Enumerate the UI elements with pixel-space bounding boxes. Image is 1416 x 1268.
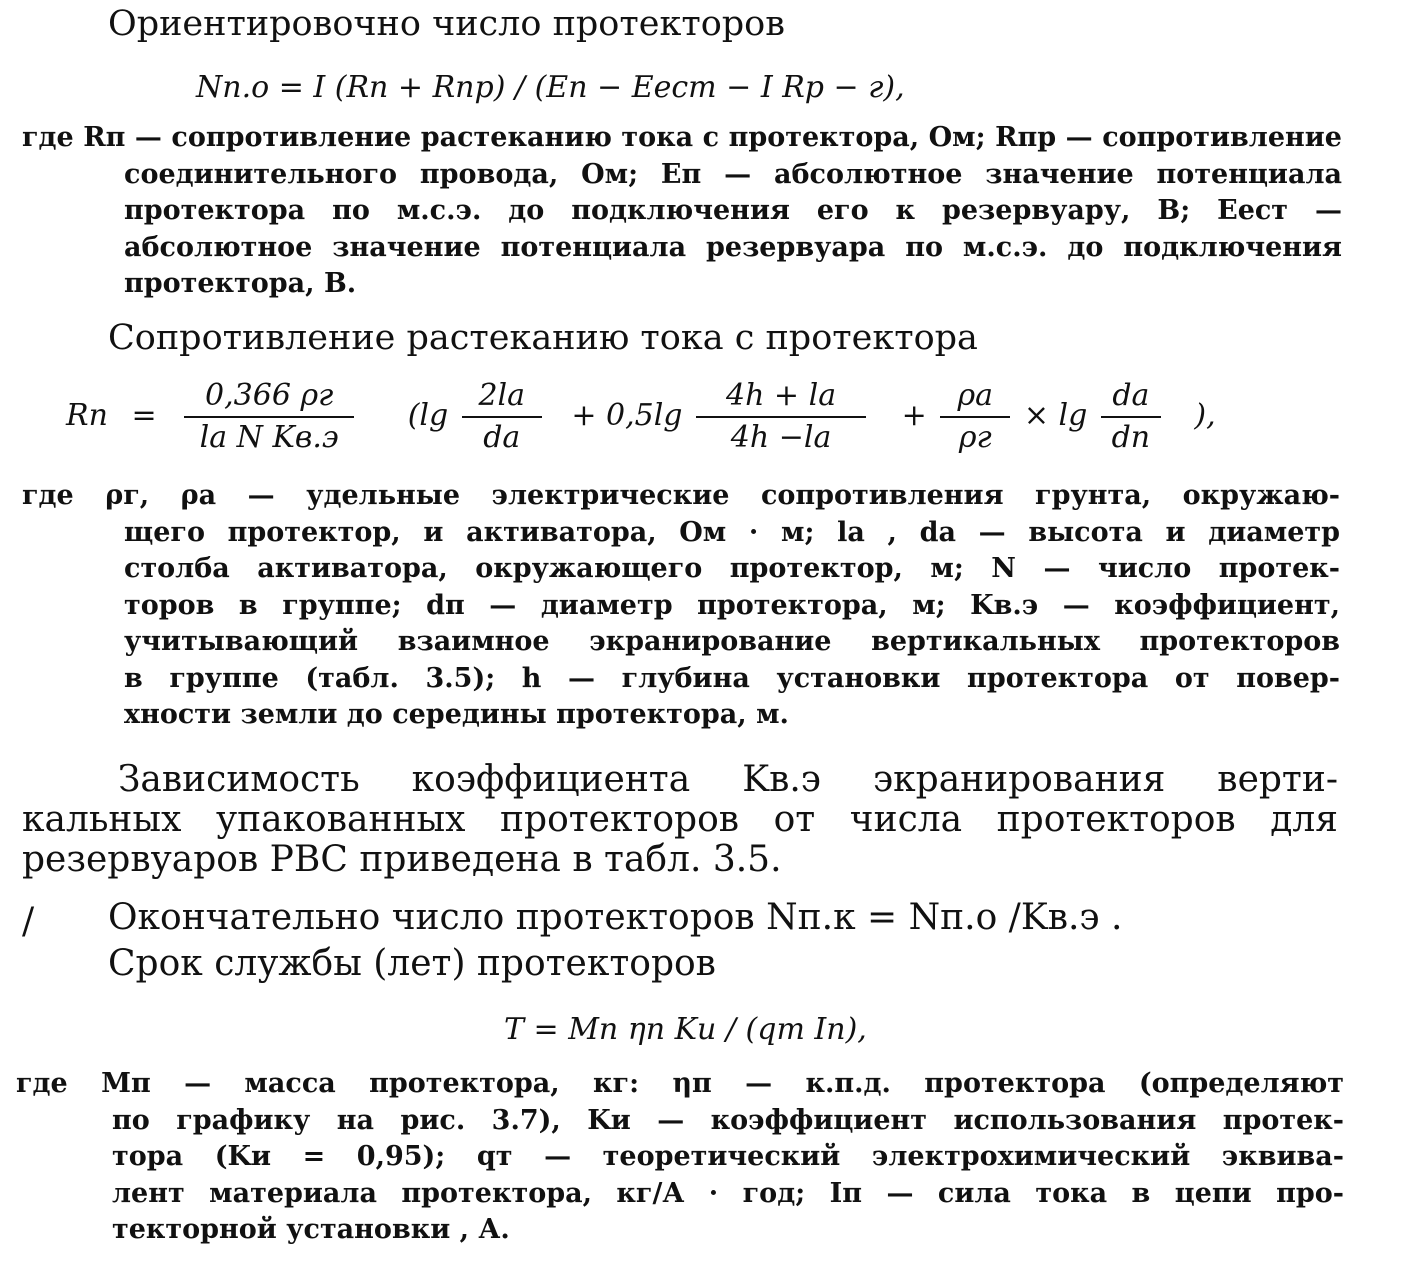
fraction-coefficient-denominator: lа N Kв.э	[199, 420, 339, 455]
fraction-2la-numerator: 2lа	[462, 376, 542, 418]
fraction-4h-la	[696, 376, 866, 458]
definitions-line: лент материала протектора, кг/А · год; Iп — сила тока в цепи про-	[112, 1177, 1344, 1209]
fraction-4h-plus-la: 4h + lа	[696, 376, 866, 418]
definitions-line: где ρг, ρа — удельные электрические сопротивления грунта, окружаю-	[22, 480, 1340, 511]
formula-plus: +	[901, 398, 927, 433]
fraction-rho-g: ρг	[958, 420, 992, 455]
definitions-line: тора (Kи = 0,95); qт — теоретический электрохимический эквива-	[112, 1141, 1344, 1172]
paragraph-line: Зависимость коэффициента Kв.э экранирования верти-	[118, 759, 1338, 800]
definitions-line: хности земли до середины протектора, м.	[124, 699, 789, 730]
formula-r-protector	[66, 376, 1316, 472]
formula-n-estimated: Nп.о = I (Rп + Rпр) / (Eп − Eест − I Rр − г),	[196, 70, 905, 105]
formula-lhs: Rп	[66, 398, 108, 433]
definitions-block-1	[22, 120, 1342, 303]
fraction-rho	[940, 376, 1010, 458]
fraction-da-denominator: dа	[483, 420, 521, 455]
formula-equals: =	[131, 398, 157, 433]
formula-service-life: T = Mп ηп Kи / (qт Iп),	[504, 1012, 867, 1047]
formula-open-paren: (lg	[407, 398, 449, 433]
definitions-line: столба активатора, окружающего протектор, м; N — число протек-	[124, 553, 1340, 584]
definitions-line: по графику на рис. 3.7), Kи — коэффициент использования протек-	[112, 1104, 1344, 1136]
definitions-block-2	[22, 478, 1340, 734]
paragraph-line: кальных упакованных протекторов от числа протекторов для	[22, 799, 1338, 840]
formula-close-paren: ),	[1194, 398, 1216, 433]
fraction-d	[1101, 376, 1161, 458]
paragraph-line: резервуаров РВС приведена в табл. 3.5.	[22, 839, 782, 880]
lead-final-count: Окончательно число протекторов Nп.к = Nп.о /Kв.э .	[108, 897, 1123, 938]
fraction-2la-da	[462, 376, 542, 458]
definitions-line: где Mп — масса протектора, кг: ηп — к.п.д. протектора (определяют	[16, 1068, 1344, 1099]
definitions-line: торов в группе; dп — диаметр протектора, м; Kв.э — коэффициент,	[124, 589, 1340, 621]
fraction-4h-minus-la: 4h −lа	[730, 420, 832, 455]
fraction-coefficient	[184, 376, 354, 458]
definitions-line: текторной установки , А.	[112, 1214, 510, 1245]
margin-mark: /	[22, 901, 35, 942]
definitions-line: в группе (табл. 3.5); h — глубина установки протектора от повер-	[124, 662, 1340, 694]
definitions-paragraph-1: где Rп — сопротивление растеканию тока с протектора, Ом; Rпр — сопротивление соединительного провода, Ом; Eп — абсолютное значение потенциала протектора по м.с.э. до подключения его к резервуару, В; Eест — абсолютное значение потенциала резервуара по м.с.э. до подключения протектора, В.	[22, 122, 1342, 299]
formula-times-lg: × lg	[1023, 398, 1088, 433]
lead-service-life: Срок службы (лет) протекторов	[108, 943, 716, 984]
definitions-line: щего протектор, и активатора, Ом · м; lа , dа — высота и диаметр	[124, 516, 1340, 548]
lead-spreading-resistance: Сопротивление растеканию тока с протектора	[108, 318, 978, 358]
lead-estimated-count: Ориентировочно число протекторов	[108, 4, 785, 44]
fraction-rho-a: ρа	[940, 376, 1010, 418]
definitions-line: учитывающий взаимное экранирование вертикальных протекторов	[124, 626, 1340, 657]
fraction-coefficient-numerator: 0,366 ρг	[184, 376, 354, 418]
fraction-d-a: dа	[1101, 376, 1161, 418]
definitions-block-3	[16, 1066, 1344, 1249]
formula-plus-half-lg: + 0,5lg	[571, 398, 683, 433]
fraction-d-p: dп	[1111, 420, 1151, 455]
paragraph-screening-dependence	[22, 760, 1338, 880]
